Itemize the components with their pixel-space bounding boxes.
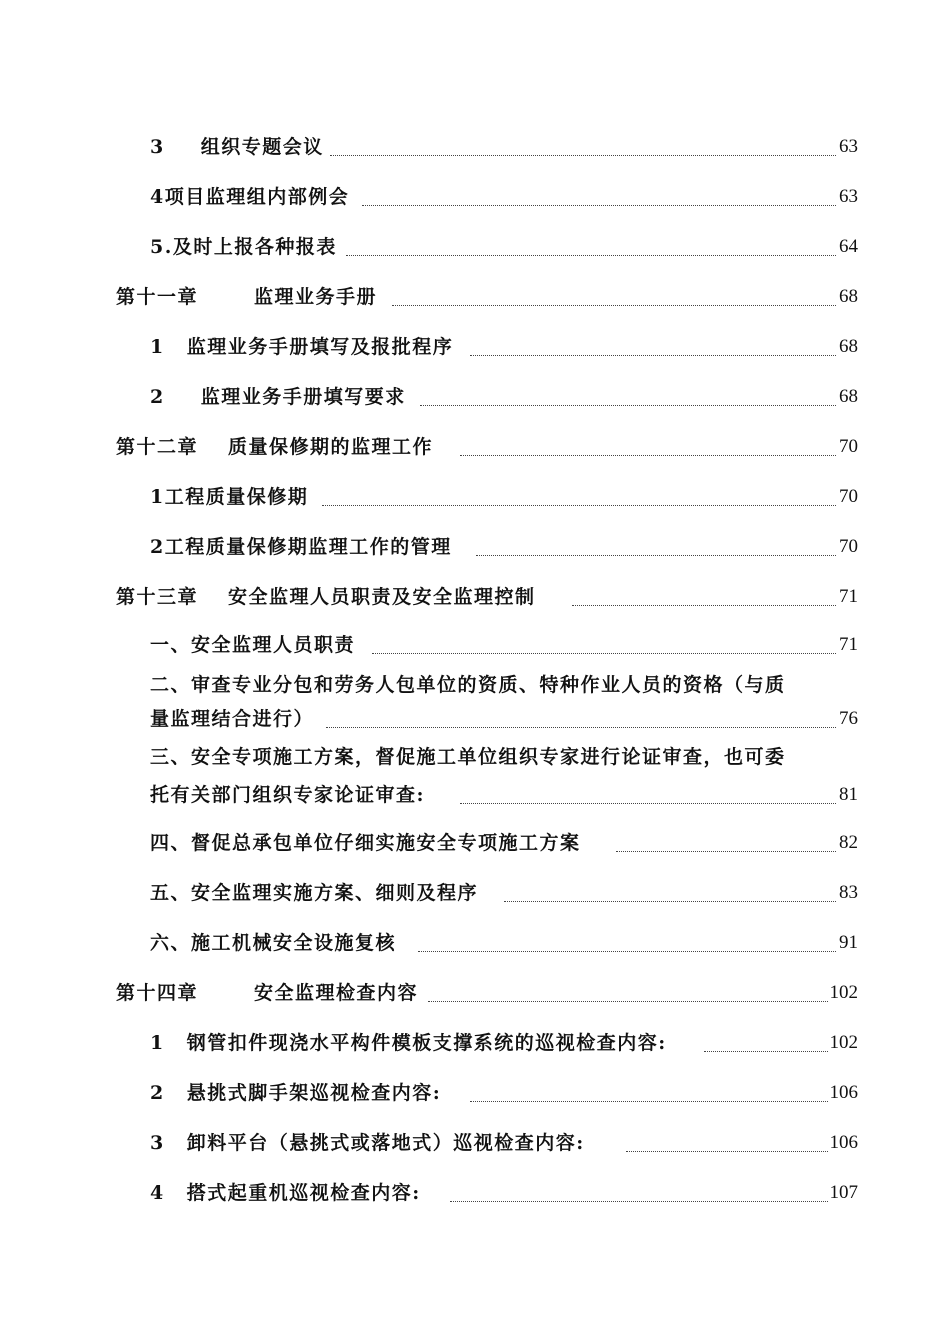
toc-entry-number: 六、	[150, 932, 192, 954]
dot-leader	[504, 901, 840, 902]
toc-entry-number: 五、	[150, 882, 192, 904]
toc-entry[interactable]	[0, 534, 950, 564]
toc-entry[interactable]	[0, 930, 950, 960]
toc-entry-page: 82	[837, 830, 858, 856]
toc-chapter-entry[interactable]	[0, 980, 950, 1010]
toc-entry-label	[150, 1180, 423, 1206]
toc-entry-label	[150, 830, 583, 856]
dot-leader	[470, 355, 840, 356]
toc-entry-page: 107	[828, 1180, 859, 1206]
toc-chapter-number: 第十三章	[116, 586, 199, 608]
toc-entry-title: 施工机械安全设施复核	[191, 932, 397, 954]
toc-entry-label	[150, 782, 427, 808]
dot-leader	[330, 155, 840, 156]
toc-entry-number: 3	[150, 136, 165, 158]
toc-entry-page: 81	[837, 782, 858, 808]
toc-entry-title-line1[interactable]	[150, 744, 786, 770]
toc-entry-page: 70	[837, 484, 858, 510]
toc-entry-page: 76	[837, 706, 858, 732]
toc-entry[interactable]	[0, 706, 950, 736]
toc-entry-title-continuation: 托有关部门组织专家论证审查:	[150, 784, 426, 806]
toc-entry-title: 工程质量保修期监理工作的管理	[164, 536, 452, 558]
toc-entry-label	[150, 534, 454, 560]
toc-entry-title: 督促总承包单位仔细实施安全专项施工方案	[191, 832, 581, 854]
toc-entry-title: 悬挑式脚手架巡视检查内容:	[186, 1082, 442, 1104]
dot-leader	[460, 803, 840, 804]
dot-leader	[476, 555, 840, 556]
toc-entry-number: 1	[150, 336, 165, 358]
toc-chapter-number: 第十四章	[116, 982, 199, 1004]
toc-entry-number: 一、	[150, 634, 192, 656]
toc-entry-page: 70	[837, 534, 858, 560]
toc-entry-title: 钢管扣件现浇水平构件模板支撑系统的巡视检查内容:	[186, 1032, 667, 1054]
toc-entry-title: 监理业务手册填写及报批程序	[186, 336, 454, 358]
toc-entry-title: 监理业务手册填写要求	[200, 386, 406, 408]
toc-entry[interactable]	[0, 134, 950, 164]
toc-entry-number: 5.	[150, 236, 173, 258]
toc-chapter-entry[interactable]	[0, 584, 950, 614]
toc-entry-page: 83	[837, 880, 858, 906]
dot-leader	[470, 1101, 840, 1102]
toc-entry[interactable]	[0, 830, 950, 860]
toc-entry-title: 监理业务手册	[254, 286, 378, 308]
toc-entry-number: 2	[150, 1082, 165, 1104]
toc-entry-page: 102	[828, 1030, 859, 1056]
toc-entry-title: 搭式起重机巡视检查内容:	[186, 1182, 421, 1204]
toc-entry-page: 91	[837, 930, 858, 956]
toc-entry-page: 64	[837, 234, 858, 260]
toc-entry-label	[150, 184, 351, 210]
toc-entry-title: 安全监理人员职责	[191, 634, 356, 656]
dot-leader	[326, 727, 840, 728]
dot-leader	[346, 255, 840, 256]
toc-entry-label	[116, 980, 420, 1006]
toc-entry-label	[150, 334, 455, 360]
toc-entry-title-continuation: 量监理结合进行）	[150, 708, 315, 730]
dot-leader	[572, 605, 840, 606]
dot-leader	[428, 1001, 840, 1002]
toc-entry-number: 2	[150, 536, 165, 558]
toc-entry-number: 三、	[150, 746, 192, 768]
toc-entry-number: 2	[150, 386, 165, 408]
toc-chapter-number: 第十二章	[116, 436, 199, 458]
toc-entry-page: 106	[828, 1130, 859, 1156]
toc-entry-label	[116, 284, 379, 310]
toc-entry-label	[150, 234, 339, 260]
toc-entry[interactable]	[0, 184, 950, 214]
toc-entry-number: 4	[150, 186, 165, 208]
dot-leader	[362, 205, 840, 206]
toc-entry[interactable]	[0, 1130, 950, 1160]
toc-entry[interactable]	[0, 1080, 950, 1110]
toc-entry[interactable]	[0, 1180, 950, 1210]
toc-entry-title: 审查专业分包和劳务人包单位的资质、特种作业人员的资格（与质	[191, 674, 786, 696]
toc-entry-title: 工程质量保修期	[164, 486, 309, 508]
toc-entry-page: 71	[837, 632, 858, 658]
toc-entry-page: 63	[837, 134, 858, 160]
toc-entry-title: 质量保修期的监理工作	[228, 436, 434, 458]
toc-entry-title: 安全专项施工方案，督促施工单位组织专家进行论证审查，也可委	[191, 746, 786, 768]
toc-entry-page: 102	[828, 980, 859, 1006]
toc-entry-page: 68	[837, 284, 858, 310]
toc-entry-label	[150, 706, 316, 732]
dot-leader	[392, 305, 840, 306]
toc-entry-label	[150, 632, 357, 658]
toc-entry[interactable]	[0, 384, 950, 414]
toc-entry-label	[150, 484, 310, 510]
toc-entry-title: 项目监理组内部例会	[164, 186, 350, 208]
toc-entry-title: 安全监理检查内容	[254, 982, 419, 1004]
toc-entry-number: 3	[150, 1132, 165, 1154]
toc-entry[interactable]	[0, 782, 950, 812]
toc-entry-number: 1	[150, 1032, 165, 1054]
toc-entry[interactable]	[0, 880, 950, 910]
dot-leader	[626, 1151, 840, 1152]
toc-entry-label	[150, 134, 326, 160]
dot-leader	[322, 505, 840, 506]
toc-entry-label	[150, 1030, 669, 1056]
dot-leader	[418, 951, 840, 952]
toc-chapter-entry[interactable]	[0, 434, 950, 464]
toc-entry[interactable]	[0, 632, 950, 662]
toc-entry[interactable]	[0, 334, 950, 364]
toc-chapter-number: 第十一章	[116, 286, 199, 308]
dot-leader	[616, 851, 840, 852]
toc-chapter-entry[interactable]	[0, 284, 950, 314]
toc-entry[interactable]	[0, 1030, 950, 1060]
toc-entry-label	[150, 384, 408, 410]
dot-leader	[420, 405, 840, 406]
dot-leader	[704, 1051, 840, 1052]
toc-entry-title-line1[interactable]	[150, 672, 786, 698]
toc-entry-page: 71	[837, 584, 858, 610]
toc-entry-title: 安全监理实施方案、细则及程序	[191, 882, 479, 904]
toc-entry-label	[150, 930, 398, 956]
toc-entry-page: 70	[837, 434, 858, 460]
toc-entry-number: 四、	[150, 832, 192, 854]
toc-entry-title: 组织专题会议	[200, 136, 324, 158]
toc-entry-label	[116, 584, 538, 610]
toc-entry-label	[150, 1130, 587, 1156]
toc-entry-page: 68	[837, 334, 858, 360]
dot-leader	[372, 653, 840, 654]
toc-entry-page: 63	[837, 184, 858, 210]
toc-entry-page: 106	[828, 1080, 859, 1106]
toc-entry-number: 4	[150, 1182, 165, 1204]
dot-leader	[450, 1201, 840, 1202]
toc-entry-label	[150, 880, 480, 906]
toc-entry[interactable]	[0, 484, 950, 514]
toc-entry-title: 及时上报各种报表	[172, 236, 337, 258]
dot-leader	[460, 455, 840, 456]
toc-entry-page: 68	[837, 384, 858, 410]
toc-entry-title: 卸料平台（悬挑式或落地式）巡视检查内容:	[186, 1132, 585, 1154]
toc-entry-label	[116, 434, 435, 460]
toc-entry-number: 1	[150, 486, 165, 508]
toc-entry-title: 安全监理人员职责及安全监理控制	[228, 586, 536, 608]
toc-entry-label	[150, 1080, 443, 1106]
toc-entry[interactable]	[0, 234, 950, 264]
toc-entry-number: 二、	[150, 674, 192, 696]
